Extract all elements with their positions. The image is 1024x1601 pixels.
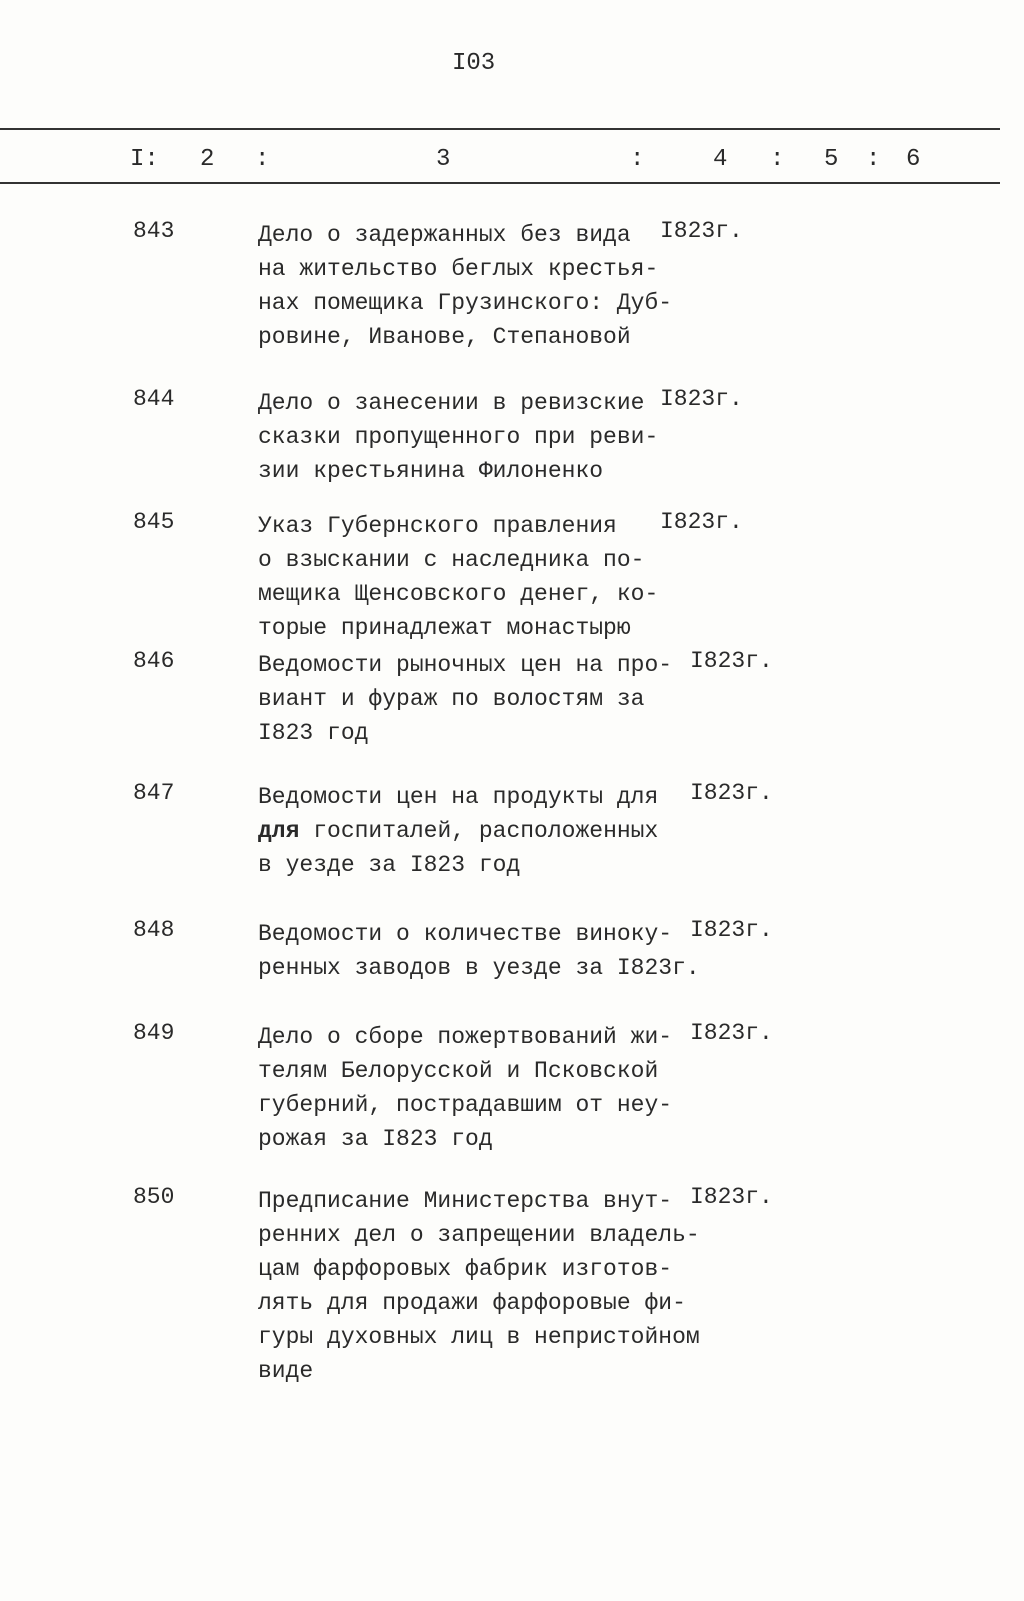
description-line	[258, 577, 658, 611]
header-top-rule	[0, 128, 1000, 130]
entry-description	[258, 1184, 700, 1388]
description-line	[258, 218, 672, 252]
description-line	[258, 320, 672, 354]
line-text: губерний, пострадавшим от неу-	[258, 1092, 673, 1118]
description-line	[258, 1252, 700, 1286]
line-text: Предписание Министерства внут-	[258, 1188, 673, 1214]
line-text: нах помещика Грузинского: Дуб-	[258, 290, 673, 316]
col-separator: :	[866, 146, 881, 173]
description-line	[258, 951, 700, 985]
entry-number: 844	[133, 386, 175, 412]
description-line	[258, 780, 658, 814]
entry-date: I823г.	[690, 648, 773, 674]
entry-number: 847	[133, 780, 175, 806]
col-separator: :	[255, 146, 270, 173]
entry-description	[258, 509, 658, 645]
description-line	[258, 1320, 700, 1354]
entry-description	[258, 386, 658, 488]
line-text: виант и фураж по волостям за	[258, 686, 645, 712]
line-text: рожая за I823 год	[258, 1126, 493, 1152]
page-number: I03	[452, 50, 496, 77]
col-5-label: 5	[824, 146, 839, 173]
line-text: Ведомости рыночных цен на про-	[258, 652, 673, 678]
entry-description	[258, 780, 658, 882]
description-line	[258, 1088, 672, 1122]
line-text: Дело о занесении в ревизские	[258, 390, 645, 416]
line-text: ровине, Иванове, Степановой	[258, 324, 631, 350]
entry-number: 843	[133, 218, 175, 244]
line-text: I823 год	[258, 720, 369, 746]
line-text: ренных заводов в уезде за I823г.	[258, 955, 700, 981]
description-line	[258, 543, 658, 577]
entry-description	[258, 648, 672, 750]
entry-date: I823г.	[690, 1184, 773, 1210]
line-text: лять для продажи фарфоровые фи-	[258, 1290, 686, 1316]
description-line	[258, 252, 672, 286]
line-text: Ведомости цен на продукты для	[258, 784, 659, 810]
description-line	[258, 1122, 672, 1156]
col-separator: :	[770, 146, 785, 173]
line-text: Дело о задержанных без вида	[258, 222, 631, 248]
description-line	[258, 420, 658, 454]
col-1-label: I:	[130, 146, 159, 173]
description-line	[258, 1286, 700, 1320]
line-text: на жительство беглых крестья-	[258, 256, 659, 282]
description-line	[258, 386, 658, 420]
description-line	[258, 611, 658, 645]
line-text: госпиталей, расположенных	[299, 818, 659, 844]
description-line	[258, 1054, 672, 1088]
line-text: о взыскании с наследника по-	[258, 547, 645, 573]
description-line	[258, 814, 658, 848]
struck-word: для	[258, 818, 300, 844]
entry-date: I823г.	[660, 386, 743, 412]
description-line	[258, 848, 658, 882]
entry-number: 850	[133, 1184, 175, 1210]
entry-number: 849	[133, 1020, 175, 1046]
description-line	[258, 509, 658, 543]
line-text: Указ Губернского правления	[258, 513, 617, 539]
line-text: виде	[258, 1358, 314, 1384]
line-text: ренних дел о запрещении владель-	[258, 1222, 700, 1248]
line-text: зии крестьянина Филоненко	[258, 458, 604, 484]
description-line	[258, 1020, 672, 1054]
line-text: торые принадлежат монастырю	[258, 615, 631, 641]
entry-date: I823г.	[690, 1020, 773, 1046]
line-text: Ведомости о количестве виноку-	[258, 921, 673, 947]
entry-date: I823г.	[690, 780, 773, 806]
description-line	[258, 1184, 700, 1218]
description-line	[258, 454, 658, 488]
description-line	[258, 716, 672, 750]
description-line	[258, 917, 700, 951]
description-line	[258, 286, 672, 320]
description-line	[258, 648, 672, 682]
entry-number: 845	[133, 509, 175, 535]
entry-date: I823г.	[660, 509, 743, 535]
col-separator: :	[630, 146, 645, 173]
description-line	[258, 1354, 700, 1388]
line-text: в уезде за I823 год	[258, 852, 521, 878]
col-2-label: 2	[200, 146, 215, 173]
entry-description	[258, 218, 672, 354]
entry-number: 848	[133, 917, 175, 943]
col-6-label: 6	[906, 146, 921, 173]
line-text: мещика Щенсовского денег, ко-	[258, 581, 659, 607]
col-4-label: 4	[713, 146, 728, 173]
col-3-label: 3	[436, 146, 451, 173]
line-text: цам фарфоровых фабрик изготов-	[258, 1256, 673, 1282]
line-text: гуры духовных лиц в непристойном	[258, 1324, 700, 1350]
entry-description	[258, 917, 700, 985]
description-line	[258, 682, 672, 716]
line-text: сказки пропущенного при реви-	[258, 424, 659, 450]
entry-description	[258, 1020, 672, 1156]
entry-date: I823г.	[690, 917, 773, 943]
header-bottom-rule	[0, 182, 1000, 184]
entry-date: I823г.	[660, 218, 743, 244]
entry-number: 846	[133, 648, 175, 674]
line-text: Дело о сборе пожертвований жи-	[258, 1024, 673, 1050]
line-text: телям Белорусской и Псковской	[258, 1058, 659, 1084]
description-line	[258, 1218, 700, 1252]
